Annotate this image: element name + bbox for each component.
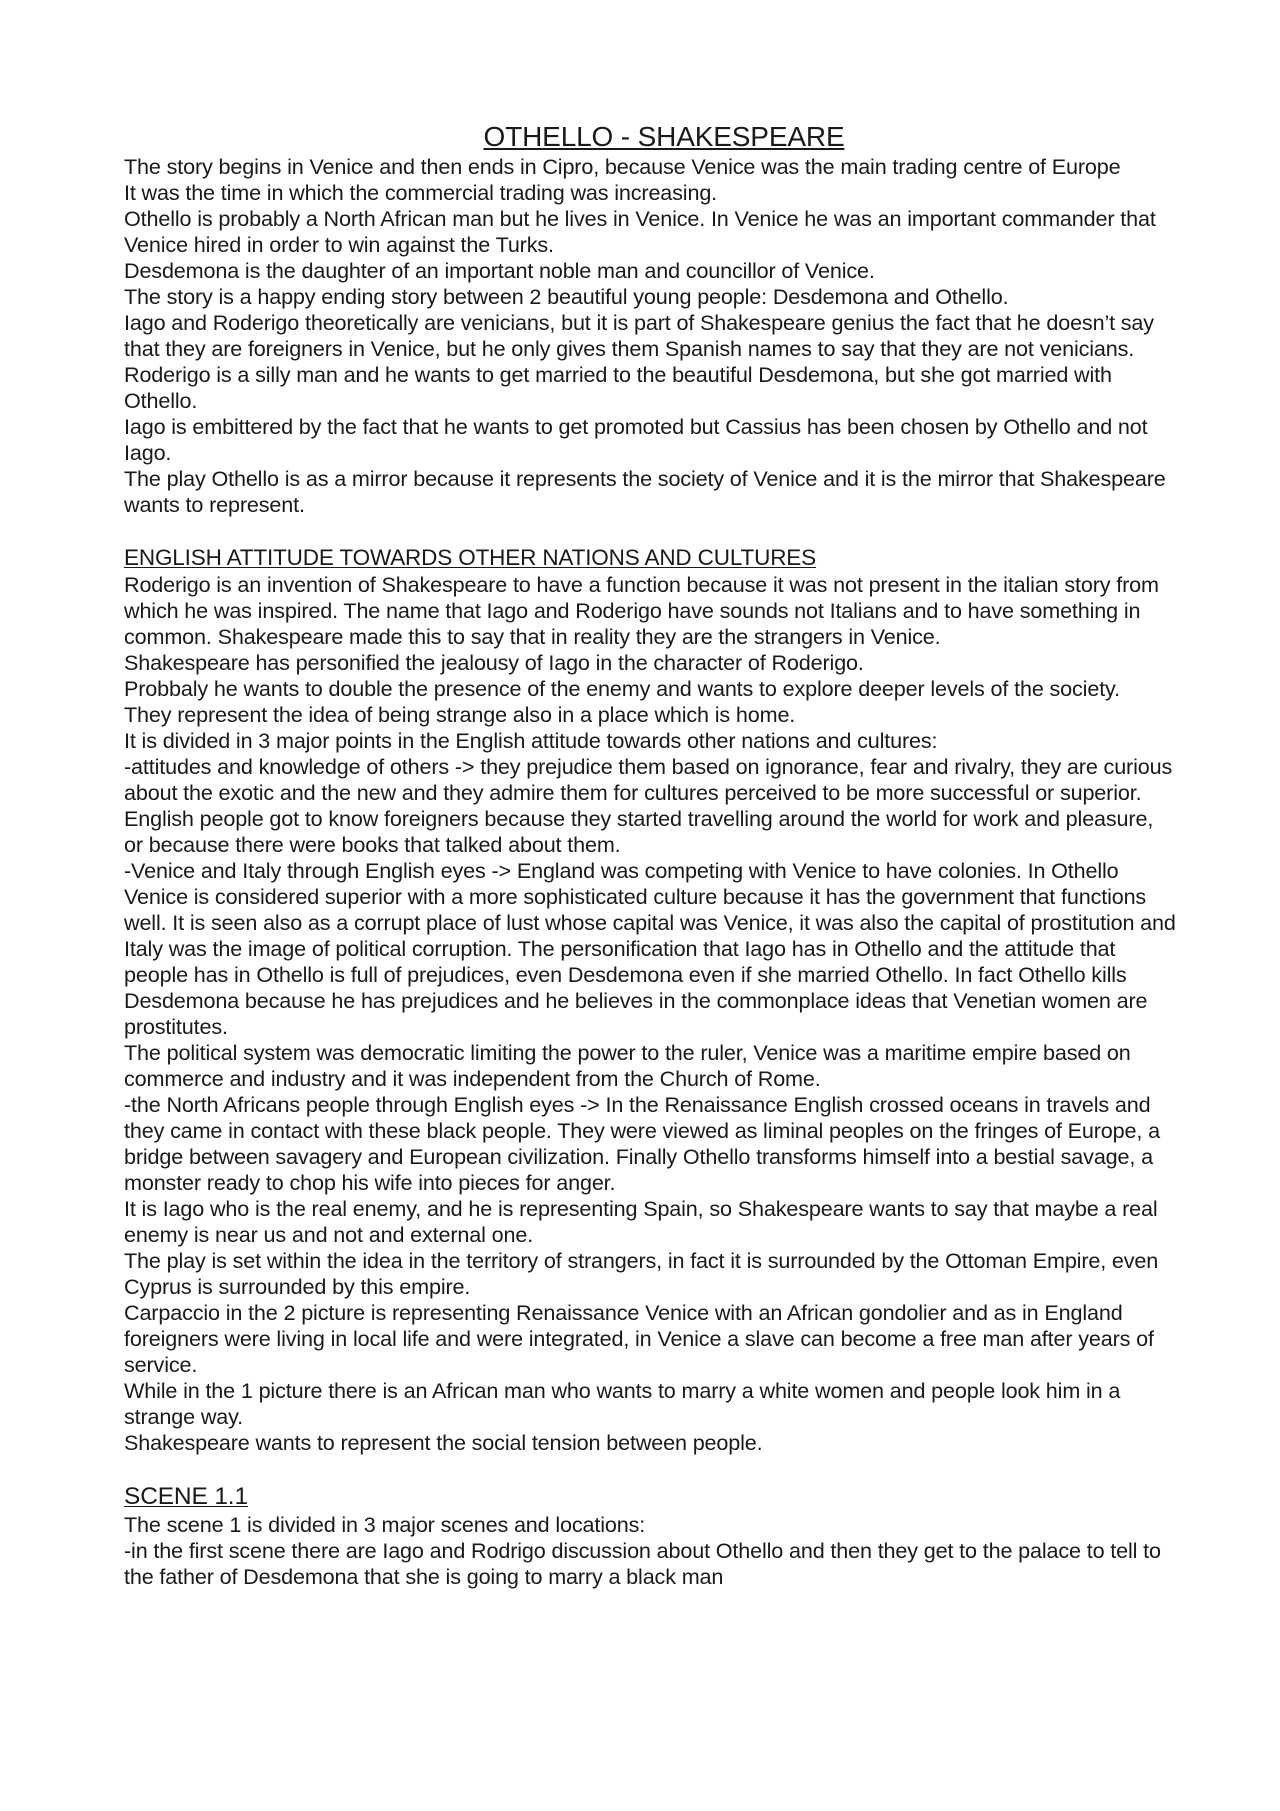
attitude-paragraph: They represent the idea of being strange also in a place which is home.: [124, 702, 796, 727]
scene-section: [124, 1482, 1176, 1590]
attitude-paragraph: Roderigo is an invention of Shakespeare to have a function because it was not present in the italian story from which he was inspired. The name that Iago and Roderigo have sounds not Italians and to have something in common. Shakespeare made this to say that in reality they are the strangers in Venice.: [124, 572, 1159, 649]
attitude-paragraph: Shakespeare wants to represent the social tension between people.: [124, 1430, 763, 1455]
intro-section: [124, 154, 1176, 518]
attitude-paragraph: -the North Africans people through English eyes -> In the Renaissance English crossed oceans in travels and they came in contact with these black people. They were viewed as liminal peoples on the fringes of Europe, a bridge between savagery and European civilization. Finally Othello transforms himself into a bestial savage, a monster ready to chop his wife into pieces for anger.: [124, 1092, 1160, 1195]
attitude-paragraph: It is divided in 3 major points in the English attitude towards other nations and cultures:: [124, 728, 938, 753]
scene-section-heading: SCENE 1.1: [124, 1483, 248, 1510]
attitude-paragraph: The play is set within the idea in the territory of strangers, in fact it is surrounded by the Ottoman Empire, even Cyprus is surrounded by this empire.: [124, 1248, 1159, 1299]
intro-paragraph: Desdemona is the daughter of an important noble man and councillor of Venice.: [124, 258, 875, 283]
attitude-paragraph: It is Iago who is the real enemy, and he is representing Spain, so Shakespeare wants to say that maybe a real enemy is near us and not and external one.: [124, 1196, 1158, 1247]
attitude-paragraph: The political system was democratic limiting the power to the ruler, Venice was a maritime empire based on commerce and industry and it was independent from the Church of Rome.: [124, 1040, 1131, 1091]
intro-paragraph: The play Othello is as a mirror because it represents the society of Venice and it is the mirror that Shakespeare wants to represent.: [124, 466, 1166, 517]
scene-paragraph: -in the first scene there are Iago and Rodrigo discussion about Othello and then they get to the palace to tell to the father of Desdemona that she is going to marry a black man: [124, 1538, 1161, 1589]
attitude-paragraph: -attitudes and knowledge of others -> they prejudice them based on ignorance, fear and rivalry, they are curious about the exotic and the new and they admire them for cultures perceived to be more successful or superior. English people got to know foreigners because they started travelling around the world for work and pleasure, or because there were books that talked about them.: [124, 754, 1173, 857]
intro-paragraph: The story is a happy ending story between 2 beautiful young people: Desdemona and Othello.: [124, 284, 1009, 309]
attitude-paragraph: While in the 1 picture there is an African man who wants to marry a white women and people look him in a strange way.: [124, 1378, 1121, 1429]
attitude-paragraph: Carpaccio in the 2 picture is representing Renaissance Venice with an African gondolier and as in England foreigners were living in local life and were integrated, in Venice a slave can become a free man after years of service.: [124, 1300, 1154, 1377]
attitude-section-heading: ENGLISH ATTITUDE TOWARDS OTHER NATIONS AND CULTURES: [124, 545, 817, 570]
intro-paragraph: Iago and Roderigo theoretically are venicians, but it is part of Shakespeare genius the fact that he doesn’t say that they are foreigners in Venice, but he only gives them Spanish names to say that they are not venicians.: [124, 310, 1154, 361]
attitude-paragraph: Shakespeare has personified the jealousy of Iago in the character of Roderigo.: [124, 650, 864, 675]
document-title: OTHELLO - SHAKESPEARE: [483, 121, 845, 152]
attitude-paragraph: -Venice and Italy through English eyes -> England was competing with Venice to have colonies. In Othello Venice is considered superior with a more sophisticated culture because it has the government that functions well. It is seen also as a corrupt place of lust whose capital was Venice, it was also the capital of prostitution and Italy was the image of political corruption. The personification that Iago has in Othello and the attitude that people has in Othello is full of prejudices, even Desdemona even if she married Othello. In fact Othello kills Desdemona because he has prejudices and he believes in the commonplace ideas that Venetian women are prostitutes.: [124, 858, 1176, 1039]
intro-paragraph: The story begins in Venice and then ends in Cipro, because Venice was the main trading centre of Europe: [124, 154, 1121, 179]
document-page: [124, 120, 1176, 1590]
intro-paragraph: Othello is probably a North African man but he lives in Venice. In Venice he was an important commander that Venice hired in order to win against the Turks.: [124, 206, 1156, 257]
scene-paragraph: The scene 1 is divided in 3 major scenes and locations:: [124, 1512, 646, 1537]
intro-paragraph: Iago is embittered by the fact that he wants to get promoted but Cassius has been chosen by Othello and not Iago.: [124, 414, 1148, 465]
intro-paragraph: Roderigo is a silly man and he wants to get married to the beautiful Desdemona, but she got married with Othello.: [124, 362, 1112, 413]
intro-paragraph: It was the time in which the commercial trading was increasing.: [124, 180, 718, 205]
attitude-paragraph: Probbaly he wants to double the presence of the enemy and wants to explore deeper levels of the society.: [124, 676, 1120, 701]
attitude-section: [124, 544, 1176, 1456]
